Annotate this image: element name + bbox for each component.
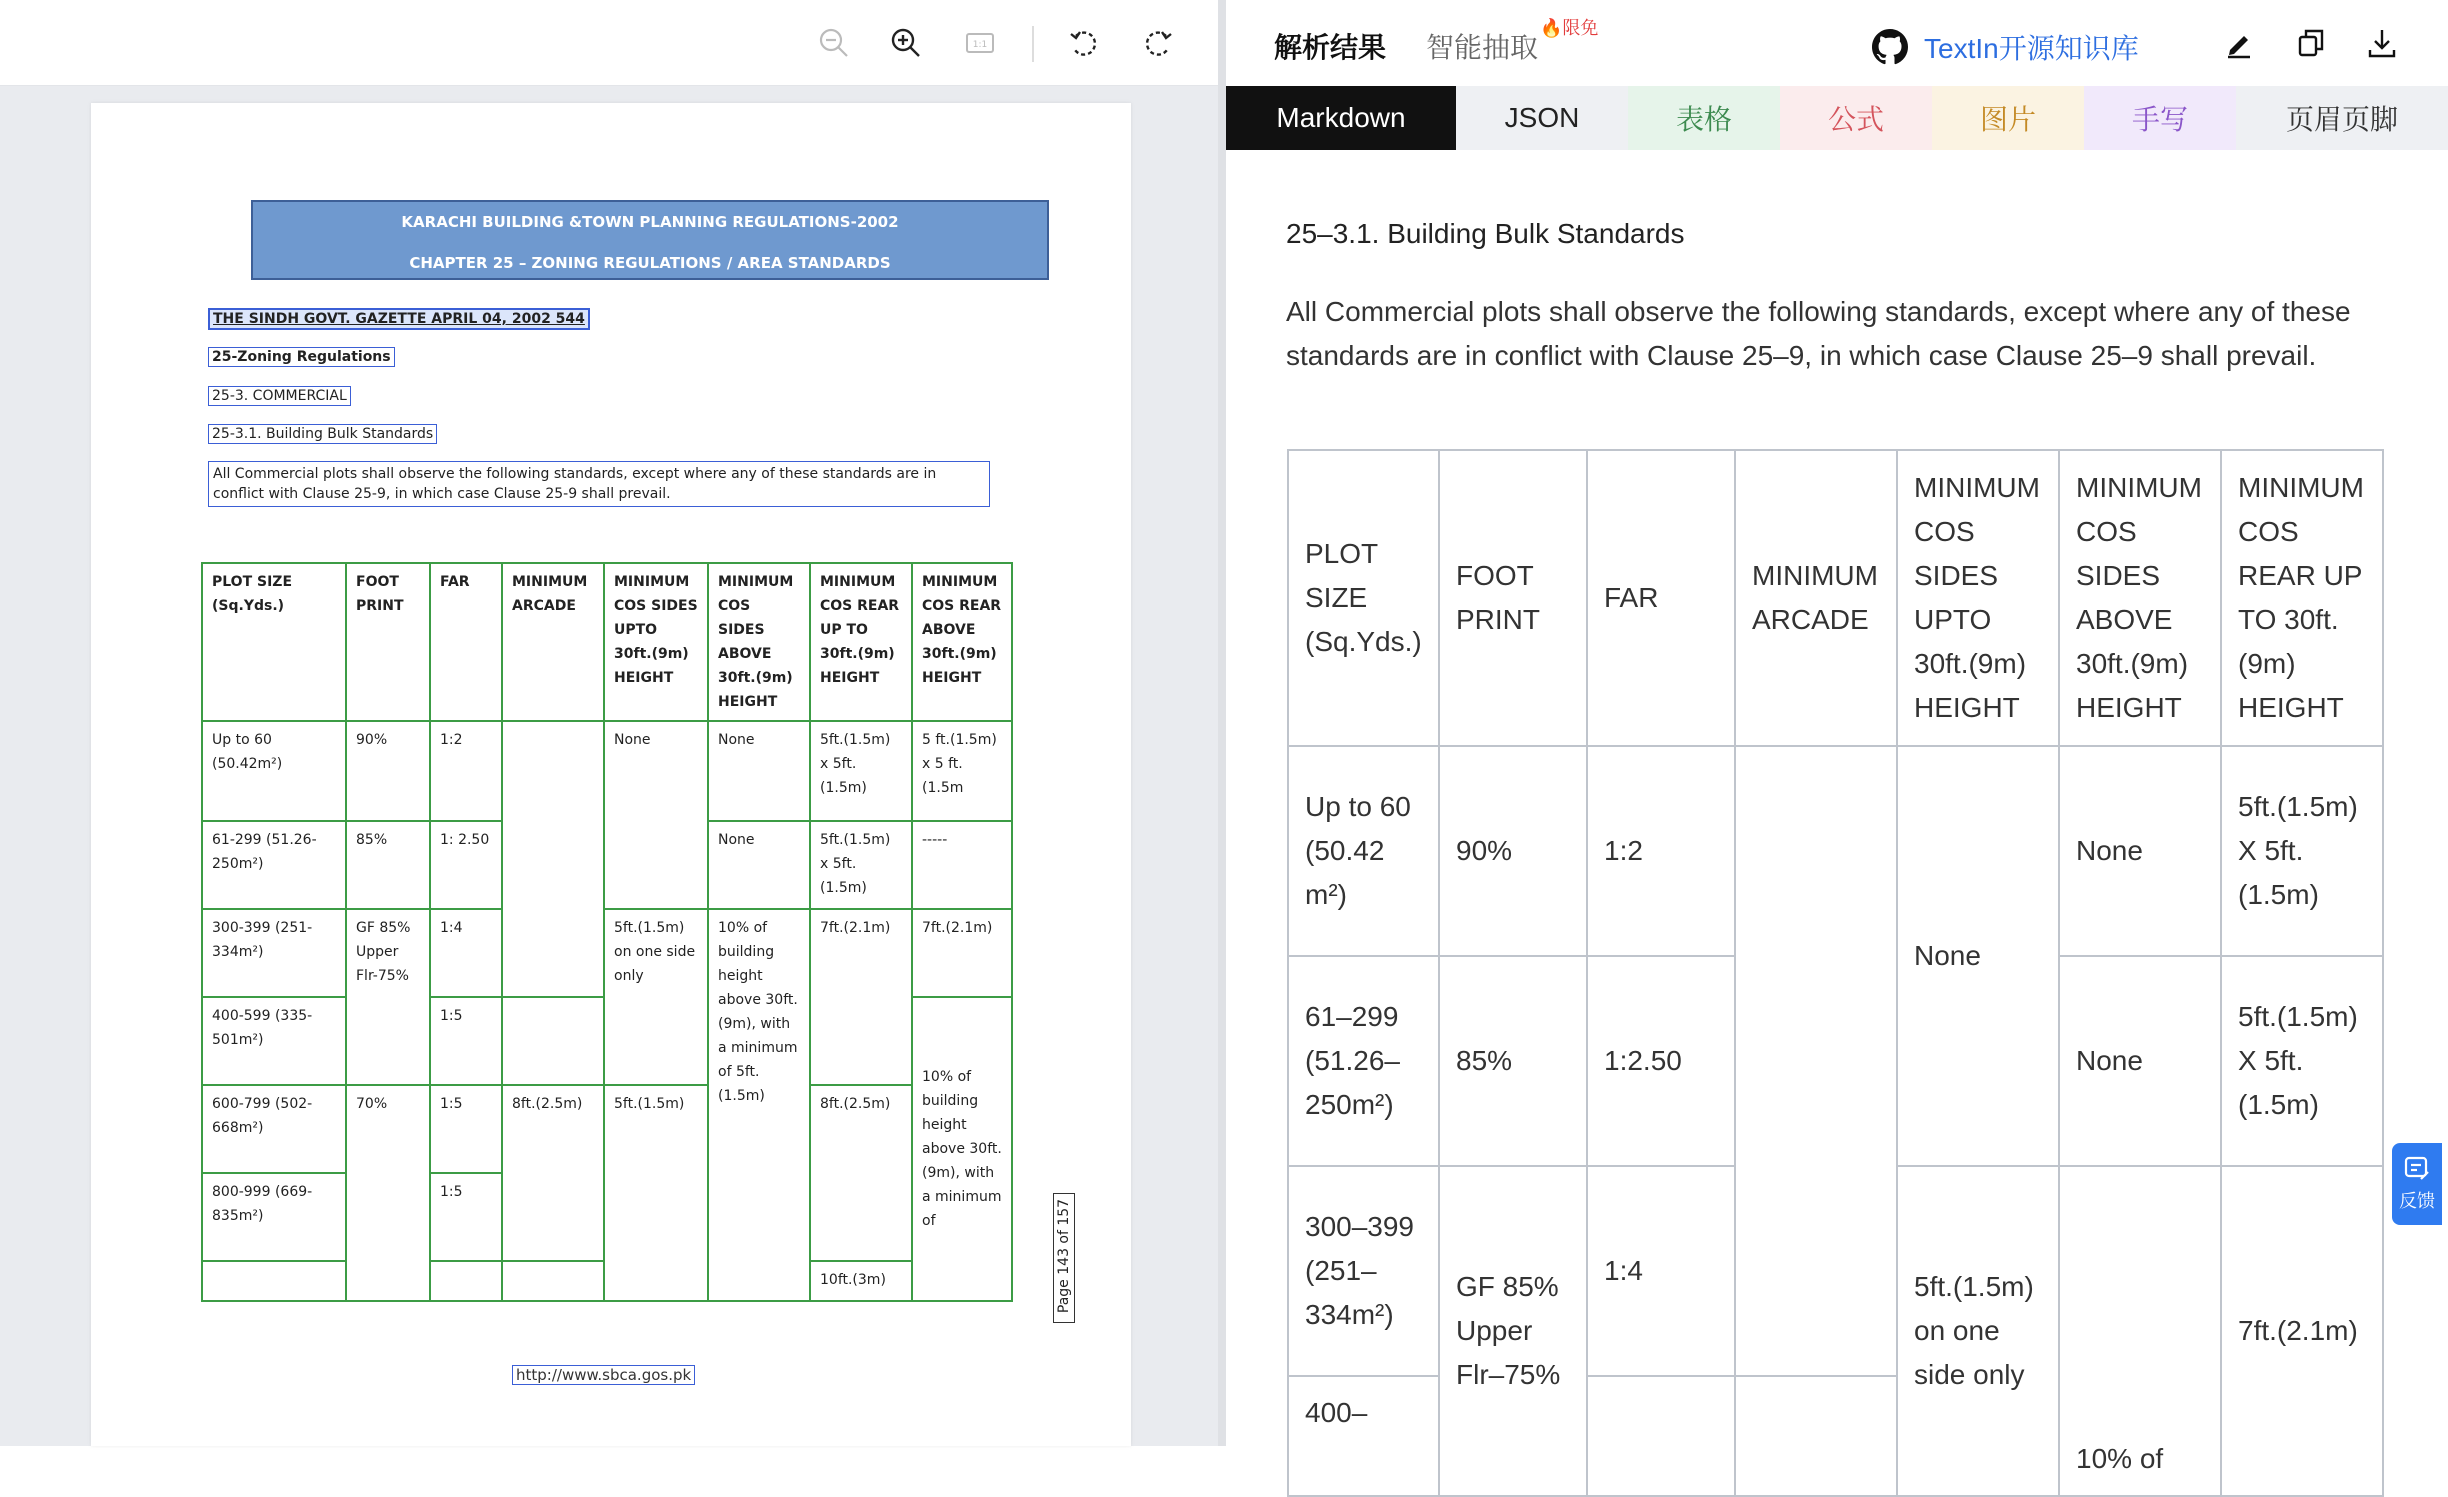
table-cell: [430, 1261, 502, 1301]
table-cell: 7ft.(2.1m): [810, 909, 912, 1085]
table-row: [1288, 746, 2383, 956]
table-cell: 10% of building height above 30ft.(9m), with a minimum of 5ft.(1.5m): [708, 909, 810, 1301]
header-cell: PLOT SIZE (Sq.Yds.): [202, 563, 346, 721]
github-icon[interactable]: [1872, 29, 1908, 65]
table-cell: 1: 2.50: [430, 821, 502, 909]
table-cell: 5ft.(1.5m) x 5ft.(1.5m): [810, 721, 912, 821]
table-cell: 5ft.(1.5m) X 5ft.(1.5m): [2221, 956, 2383, 1166]
header-cell: FOOT PRINT: [1439, 450, 1587, 746]
header-line-1: KARACHI BUILDING &TOWN PLANNING REGULATIONS-2002: [401, 213, 899, 231]
result-header: [1226, 0, 2448, 86]
tab-smart-extract[interactable]: 智能抽取: [1426, 32, 1539, 63]
table-row: [202, 909, 1012, 997]
table-cell: 90%: [1439, 746, 1587, 956]
header-cell: FAR: [430, 563, 502, 721]
table-cell: 1:2.50: [1587, 956, 1735, 1166]
header-cell: PLOT SIZE (Sq.Yds.): [1288, 450, 1439, 746]
header-cell: MINIMUM COS REAR UP TO 30ft.(9m) HEIGHT: [2221, 450, 2383, 746]
table-header-row: [202, 563, 1012, 721]
table-cell: None: [708, 821, 810, 909]
table-cell: [1735, 746, 1897, 1376]
header-cell: MINIMUM COS SIDES ABOVE 30ft.(9m) HEIGHT: [2059, 450, 2221, 746]
bulk-standards-heading[interactable]: 25-3.1. Building Bulk Standards: [208, 424, 437, 444]
svg-text:1:1: 1:1: [972, 40, 988, 50]
table-cell: 5 ft.(1.5m) x 5 ft.(1.5m: [912, 721, 1012, 821]
document-page: [91, 103, 1131, 1446]
table-cell: 61–299 (51.26–250m²): [1288, 956, 1439, 1166]
table-cell: 1:5: [430, 997, 502, 1085]
feedback-icon: [2403, 1155, 2431, 1183]
table-cell: [1587, 1376, 1735, 1496]
table-cell: 300-399 (251-334m²): [202, 909, 346, 997]
table-cell: 8ft.(2.5m): [502, 1085, 604, 1261]
table-cell: 1:4: [1587, 1166, 1735, 1376]
table-cell: 61-299 (51.26-250m²): [202, 821, 346, 909]
md-heading: 25–3.1. Building Bulk Standards: [1286, 218, 1685, 249]
download-icon[interactable]: [2365, 26, 2399, 60]
table-row: [202, 721, 1012, 821]
table-cell: 400-599 (335-501m²): [202, 997, 346, 1085]
table-cell: 7ft.(2.1m): [912, 909, 1012, 997]
header-cell: MINIMUM ARCADE: [1735, 450, 1897, 746]
table-cell: 5ft.(1.5m) X 5ft.(1.5m): [2221, 746, 2383, 956]
tab-json[interactable]: JSON: [1456, 86, 1628, 150]
footer-url-link[interactable]: http://www.sbca.gos.pk: [512, 1365, 695, 1385]
table-cell: [502, 1261, 604, 1301]
header-cell: MINIMUM COS REAR ABOVE 30ft.(9m) HEIGHT: [912, 563, 1012, 721]
table-cell: 1:2: [430, 721, 502, 821]
table-cell: None: [708, 721, 810, 821]
table-cell: 10ft.(3m): [810, 1261, 912, 1301]
table-cell: Up to 60 (50.42m²): [202, 721, 346, 821]
table-cell: 10% of: [2059, 1166, 2221, 1496]
header-cell: FOOT PRINT: [346, 563, 430, 721]
table-cell: 1:4: [430, 909, 502, 997]
standards-table[interactable]: [201, 562, 1013, 1302]
table-cell: None: [1897, 746, 2059, 1166]
table-cell: 600-799 (502-668m²): [202, 1085, 346, 1173]
table-row: [202, 1085, 1012, 1173]
table-cell: 1:5: [430, 1173, 502, 1261]
rotate-right-icon[interactable]: [1137, 22, 1179, 64]
copy-icon[interactable]: [2294, 26, 2328, 60]
header-cell: MINIMUM COS SIDES UPTO 30ft.(9m) HEIGHT: [604, 563, 708, 721]
viewer-toolbar: [0, 0, 1218, 86]
table-cell: GF 85% Upper Flr–75%: [1439, 1166, 1587, 1496]
table-cell: 7ft.(2.1m): [2221, 1166, 2383, 1496]
pane-divider[interactable]: [1218, 0, 1226, 1446]
header-cell: MINIMUM ARCADE: [502, 563, 604, 721]
toolbar-separator: [1032, 26, 1034, 62]
document-header-banner: [251, 200, 1049, 280]
table-cell: 85%: [1439, 956, 1587, 1166]
header-cell: MINIMUM COS REAR UP TO 30ft.(9m) HEIGHT: [810, 563, 912, 721]
zoom-out-icon[interactable]: [813, 22, 855, 64]
table-cell: [202, 1261, 346, 1301]
repo-link[interactable]: TextIn开源知识库: [1924, 33, 2139, 64]
edit-icon[interactable]: [2222, 26, 2256, 60]
md-paragraph: All Commercial plots shall observe the following standards, except where any of these standards are in conflict with Clause 25–9, in which case Clause 25–9 shall prevail.: [1286, 296, 2351, 371]
table-cell: 5ft.(1.5m): [604, 1085, 708, 1301]
header-cell: FAR: [1587, 450, 1735, 746]
table-cell: GF 85% Upper Flr-75%: [346, 909, 430, 1085]
table-cell: [1735, 1376, 1897, 1496]
format-tabs: [1226, 86, 2448, 150]
table-cell: [502, 721, 604, 997]
table-cell: Up to 60 (50.42 m²): [1288, 746, 1439, 956]
document-viewer: [0, 0, 1218, 1446]
tab-formula[interactable]: 公式: [1780, 86, 1932, 150]
table-cell: 400–: [1288, 1376, 1439, 1496]
header-cell: MINIMUM COS SIDES ABOVE 30ft.(9m) HEIGHT: [708, 563, 810, 721]
gazette-line[interactable]: THE SINDH GOVT. GAZETTE APRIL 04, 2002 544: [208, 308, 590, 330]
table-cell: 1:5: [430, 1085, 502, 1173]
tab-header-footer[interactable]: 页眉页脚: [2236, 86, 2448, 150]
table-cell: 1:2: [1587, 746, 1735, 956]
table-cell: 800-999 (669-835m²): [202, 1173, 346, 1261]
table-cell: 5ft.(1.5m) on one side only: [604, 909, 708, 1085]
table-cell: 90%: [346, 721, 430, 821]
table-cell: 5ft.(1.5m) on one side only: [1897, 1166, 2059, 1496]
table-cell: [502, 997, 604, 1085]
feedback-button[interactable]: 反馈: [2392, 1143, 2442, 1225]
tab-table[interactable]: 表格: [1628, 86, 1780, 150]
table-cell: 5ft.(1.5m) x 5ft.(1.5m): [810, 821, 912, 909]
table-cell: None: [2059, 746, 2221, 956]
tab-parse-result[interactable]: 解析结果: [1274, 32, 1387, 63]
header-cell: MINIMUM COS SIDES UPTO 30ft.(9m) HEIGHT: [1897, 450, 2059, 746]
zoom-in-icon[interactable]: [885, 22, 927, 64]
zoning-heading[interactable]: 25-Zoning Regulations: [208, 347, 395, 367]
header-line-2: CHAPTER 25 – ZONING REGULATIONS / AREA STANDARDS: [409, 254, 891, 272]
table-cell: 85%: [346, 821, 430, 909]
table-cell: -----: [912, 821, 1012, 909]
rotate-left-icon[interactable]: [1063, 22, 1105, 64]
intro-paragraph[interactable]: All Commercial plots shall observe the following standards, except where any of these standards are in conflict with Clause 25-9, in which case Clause 25-9 shall prevail.: [208, 461, 990, 507]
tab-handwriting[interactable]: 手写: [2084, 86, 2236, 150]
free-badge: 🔥限免: [1540, 18, 1599, 38]
table-header-row: [1288, 450, 2383, 746]
fire-icon: 🔥: [1540, 18, 1563, 38]
page-indicator: Page 143 of 157: [1053, 1193, 1075, 1323]
markdown-content: [1286, 218, 2396, 371]
fit-page-icon[interactable]: [959, 22, 1001, 64]
commercial-heading[interactable]: 25-3. COMMERCIAL: [208, 386, 351, 406]
tab-markdown[interactable]: Markdown: [1226, 86, 1456, 150]
table-cell: None: [2059, 956, 2221, 1166]
md-table: [1287, 449, 2384, 1497]
tab-image[interactable]: 图片: [1932, 86, 2084, 150]
table-cell: 10% of building height above 30ft.(9m), with a minimum of: [912, 997, 1012, 1301]
table-cell: 8ft.(2.5m): [810, 1085, 912, 1261]
table-cell: 70%: [346, 1085, 430, 1301]
table-cell: None: [604, 721, 708, 909]
table-cell: 300–399 (251–334m²): [1288, 1166, 1439, 1376]
